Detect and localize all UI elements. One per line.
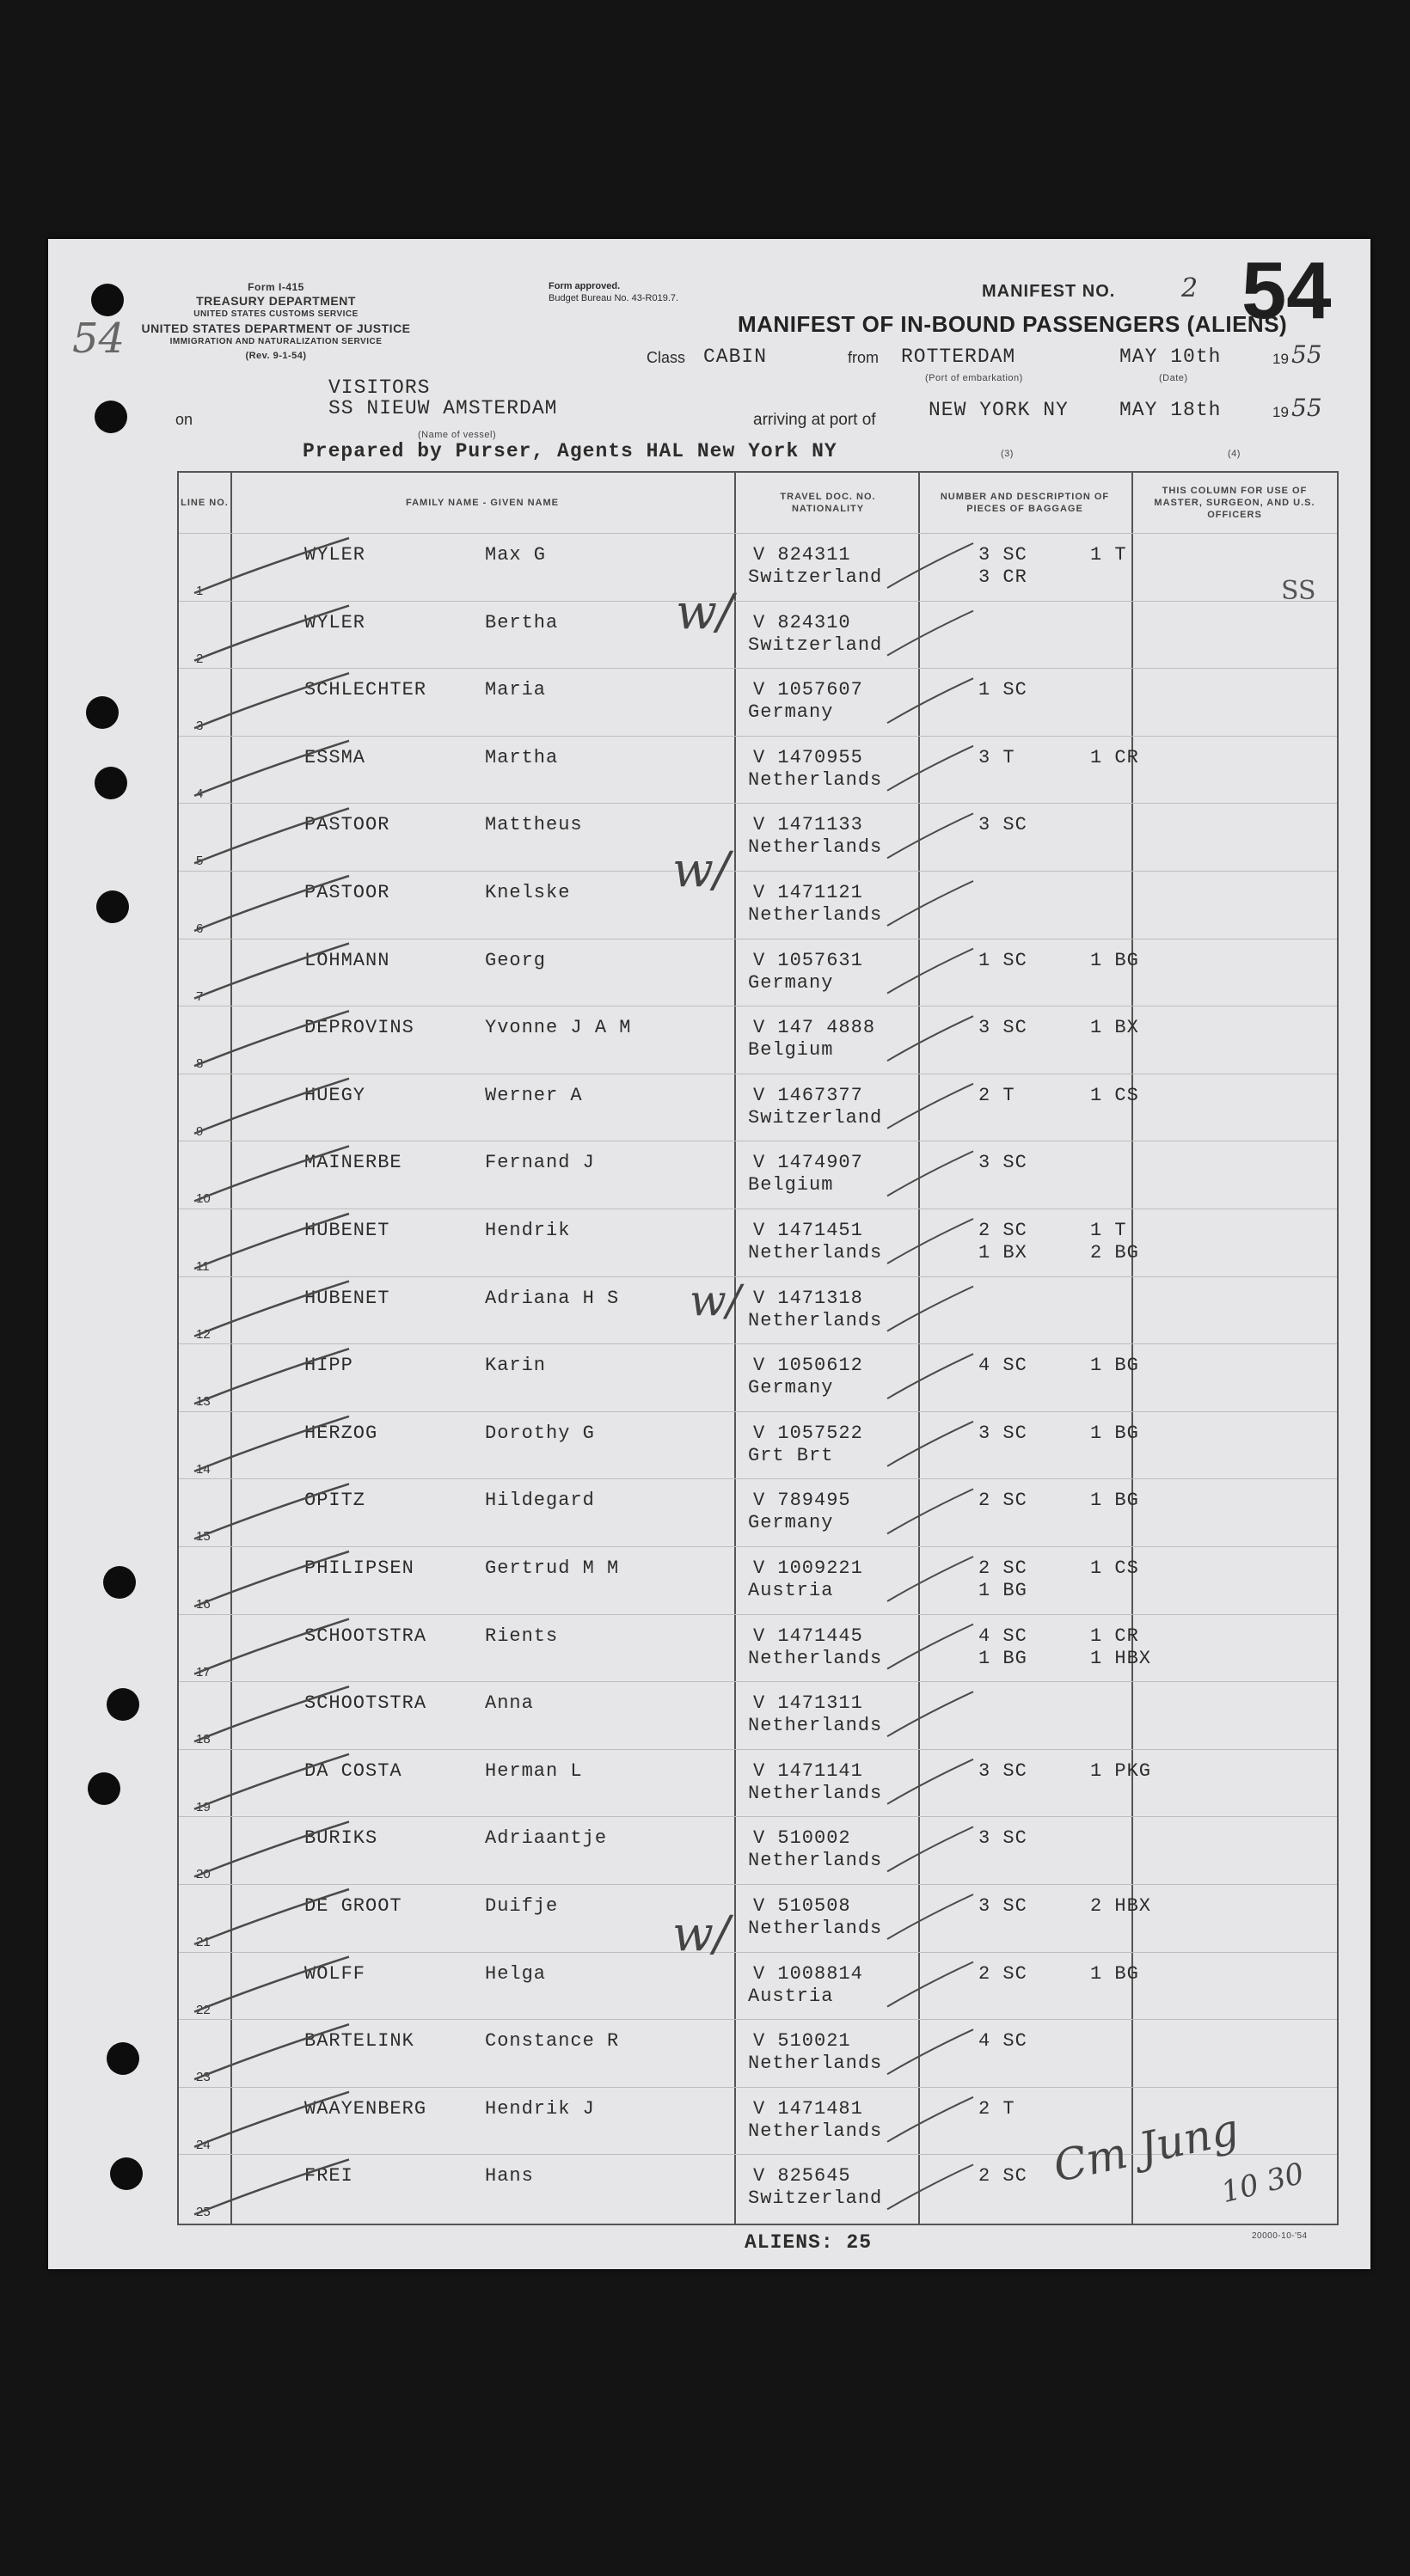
col-header-line: LINE NO. xyxy=(181,498,229,508)
nationality: Switzerland xyxy=(748,566,883,588)
port-embarkation-caption: (Port of embarkation) xyxy=(925,373,1023,383)
handwritten-mark: w/ xyxy=(672,842,730,898)
table-row xyxy=(179,1681,1337,1750)
line-number: 22 xyxy=(196,2002,211,2017)
date-caption: (Date) xyxy=(1159,373,1188,383)
travel-doc-number: V 1008814 xyxy=(753,1962,863,1985)
arrival-date: MAY 18th xyxy=(1119,399,1222,421)
manifest-title: MANIFEST OF IN-BOUND PASSENGERS (ALIENS) xyxy=(738,311,1288,337)
nationality: Germany xyxy=(748,1377,834,1399)
travel-doc-number: V 147 4888 xyxy=(753,1017,876,1039)
table-row xyxy=(179,1006,1337,1074)
line-number: 17 xyxy=(196,1664,211,1680)
year-prefix: 19 xyxy=(1272,351,1289,367)
travel-doc-number: V 824311 xyxy=(753,544,851,566)
line-number: 23 xyxy=(196,2070,211,2085)
line-number: 16 xyxy=(196,1597,211,1612)
nationality: Grt Brt xyxy=(748,1444,834,1466)
nationality: Netherlands xyxy=(748,836,883,859)
baggage-secondary: 1 CS xyxy=(1090,1084,1139,1106)
travel-doc-number: V 1470955 xyxy=(753,746,863,768)
travel-doc-number: V 1474907 xyxy=(753,1152,863,1174)
baggage-primary: 2 SC xyxy=(978,1220,1027,1241)
nationality: Netherlands xyxy=(748,1918,883,1939)
punch-hole xyxy=(95,401,127,433)
table-row xyxy=(179,668,1337,737)
baggage-primary: 3 SC xyxy=(978,1017,1027,1039)
line-number: 25 xyxy=(196,2205,211,2220)
travel-doc-number: V 1471141 xyxy=(753,1759,863,1782)
line-number: 2 xyxy=(196,651,204,666)
line-number: 10 xyxy=(196,1191,211,1207)
table-row xyxy=(179,1411,1337,1480)
baggage-primary: 3 T xyxy=(978,746,1015,768)
family-name: PASTOOR xyxy=(304,882,390,903)
travel-doc-number: V 789495 xyxy=(753,1490,851,1512)
family-name: BARTELINK xyxy=(304,2030,414,2053)
line-number: 24 xyxy=(196,2137,211,2152)
nationality: Austria xyxy=(748,1985,834,2007)
punch-hole xyxy=(88,1772,120,1805)
table-row xyxy=(179,533,1337,602)
table-row xyxy=(179,1276,1337,1345)
family-name: DA COSTA xyxy=(304,1759,402,1782)
embarkation-date: MAY 10th xyxy=(1119,346,1222,368)
class-label: Class xyxy=(647,349,686,366)
manifest-number: 54 xyxy=(1241,245,1332,335)
nationality: Netherlands xyxy=(748,1309,883,1331)
budget-bureau: Budget Bureau No. 43-R019.7. xyxy=(549,293,679,303)
baggage-primary: 1 SC xyxy=(978,679,1027,701)
col-header-baggage: NUMBER AND DESCRIPTION OF PIECES OF BAGGAGE xyxy=(940,492,1110,514)
ins-service: IMMIGRATION AND NATURALIZATION SERVICE xyxy=(169,337,383,346)
table-row xyxy=(179,1343,1337,1412)
travel-doc-number: V 1057607 xyxy=(753,679,863,701)
nationality: Switzerland xyxy=(748,2187,883,2210)
nationality: Netherlands xyxy=(748,2120,883,2142)
given-name: Hendrik xyxy=(485,1220,571,1241)
margin-note: 54 xyxy=(72,315,126,363)
baggage-secondary: 1 CR xyxy=(1090,1625,1139,1647)
travel-doc-number: V 510002 xyxy=(753,1827,851,1850)
given-name: Werner A xyxy=(485,1084,583,1106)
given-name: Adriaantje xyxy=(485,1827,608,1850)
treasury-department: TREASURY DEPARTMENT xyxy=(196,294,356,308)
arriving-label: arriving at port of xyxy=(753,411,876,429)
caption-3: (3) xyxy=(1001,449,1014,459)
given-name: Herman L xyxy=(485,1759,583,1782)
punch-hole xyxy=(110,2157,143,2190)
from-label: from xyxy=(848,349,879,366)
given-name: Hildegard xyxy=(485,1490,595,1512)
baggage-primary: 3 SC xyxy=(978,1422,1027,1444)
family-name: DEPROVINS xyxy=(304,1017,414,1039)
travel-doc-number: V 1471451 xyxy=(753,1220,863,1241)
caption-4: (4) xyxy=(1228,449,1241,459)
nationality: Belgium xyxy=(748,1174,834,1196)
given-name: Rients xyxy=(485,1625,559,1647)
table-row xyxy=(179,1141,1337,1209)
nationality: Belgium xyxy=(748,1039,834,1062)
line-number: 5 xyxy=(196,854,204,869)
line-number: 4 xyxy=(196,786,204,801)
given-name: Anna xyxy=(485,1692,534,1715)
baggage-primary: 3 SC xyxy=(978,544,1027,566)
family-name: HERZOG xyxy=(304,1422,378,1444)
justice-department: UNITED STATES DEPARTMENT OF JUSTICE xyxy=(141,321,411,335)
baggage-primary: 2 T xyxy=(978,2097,1015,2120)
baggage-secondary: 1 CS xyxy=(1090,1557,1139,1579)
family-name: HUEGY xyxy=(304,1084,366,1106)
nationality: Netherlands xyxy=(748,1850,883,1872)
aliens-total: ALIENS: 25 xyxy=(745,2231,873,2254)
given-name: Knelske xyxy=(485,882,571,903)
baggage-primary: 3 SC xyxy=(978,1152,1027,1174)
travel-doc-number: V 1050612 xyxy=(753,1355,863,1377)
family-name: WOLFF xyxy=(304,1962,366,1985)
family-name: SCHLECHTER xyxy=(304,679,427,701)
travel-doc-number: V 1471121 xyxy=(753,882,863,903)
officer-mark: SS xyxy=(1281,576,1316,606)
line-number: 8 xyxy=(196,1056,204,1072)
nationality: Switzerland xyxy=(748,1106,883,1129)
given-name: Hendrik J xyxy=(485,2097,595,2120)
nationality: Germany xyxy=(748,971,834,994)
given-name: Yvonne J A M xyxy=(485,1017,632,1039)
form-number: Form I-415 xyxy=(248,281,304,293)
family-name: PHILIPSEN xyxy=(304,1557,414,1579)
baggage-secondary: 1 T xyxy=(1090,544,1127,566)
table-row xyxy=(179,601,1337,670)
table-row xyxy=(179,803,1337,872)
family-name: OPITZ xyxy=(304,1490,366,1512)
family-name: SCHOOTSTRA xyxy=(304,1625,427,1647)
baggage-secondary: 1 CR xyxy=(1090,746,1139,768)
vessel-caption: (Name of vessel) xyxy=(418,430,497,440)
line-number: 18 xyxy=(196,1732,211,1747)
punch-hole xyxy=(107,2042,139,2075)
given-name: Fernand J xyxy=(485,1152,595,1174)
manifest-no-label: MANIFEST NO. xyxy=(982,282,1116,301)
baggage-primary: 2 SC xyxy=(978,1962,1027,1985)
punch-hole xyxy=(95,767,127,799)
baggage-primary: 3 SC xyxy=(978,1895,1027,1917)
baggage-primary: 3 SC xyxy=(978,814,1027,836)
baggage-primary: 3 SC xyxy=(978,1759,1027,1782)
line-number: 11 xyxy=(196,1259,210,1274)
table-row xyxy=(179,1749,1337,1818)
travel-doc-number: V 1471311 xyxy=(753,1692,863,1715)
family-name: LOHMANN xyxy=(304,949,390,971)
baggage-primary: 1 SC xyxy=(978,949,1027,971)
given-name: Adriana H S xyxy=(485,1287,620,1309)
given-name: Helga xyxy=(485,1962,547,1985)
given-name: Maria xyxy=(485,679,547,701)
travel-doc-number: V 1057631 xyxy=(753,949,863,971)
baggage-secondary: 1 BG xyxy=(1090,1490,1139,1512)
baggage-primary: 3 SC xyxy=(978,1827,1027,1850)
arrival-port: NEW YORK NY xyxy=(929,399,1069,421)
table-row xyxy=(179,1884,1337,1953)
baggage-primary: 2 SC xyxy=(978,2165,1027,2187)
family-name: HIPP xyxy=(304,1355,353,1377)
family-name: PASTOOR xyxy=(304,814,390,836)
line-number: 19 xyxy=(196,1799,211,1814)
nationality: Germany xyxy=(748,701,834,724)
baggage-secondary-extra: 1 HBX xyxy=(1090,1647,1152,1669)
form-approved-block xyxy=(549,280,678,304)
baggage-secondary: 1 BG xyxy=(1090,949,1139,971)
family-name: WAAYENBERG xyxy=(304,2097,427,2120)
print-code: 20000-10-'54 xyxy=(1252,2231,1308,2241)
travel-doc-number: V 1467377 xyxy=(753,1084,863,1106)
given-name: Mattheus xyxy=(485,814,583,836)
table-row xyxy=(179,1546,1337,1615)
punch-hole xyxy=(86,696,119,729)
baggage-secondary: 1 BG xyxy=(1090,1422,1139,1444)
form-header-left xyxy=(134,280,418,363)
baggage-primary: 4 SC xyxy=(978,1355,1027,1377)
port-of-embarkation: ROTTERDAM xyxy=(901,346,1016,368)
nationality: Austria xyxy=(748,1580,834,1601)
line-number: 20 xyxy=(196,1867,211,1882)
given-name: Martha xyxy=(485,746,559,768)
baggage-secondary: 1 BG xyxy=(1090,1962,1139,1985)
family-name: HUBENET xyxy=(304,1220,390,1241)
passenger-table xyxy=(177,471,1339,2225)
given-name: Bertha xyxy=(485,611,559,633)
baggage-primary-extra: 1 BX xyxy=(978,1242,1027,1264)
handwritten-mark: w/ xyxy=(690,1276,741,1325)
family-name: HUBENET xyxy=(304,1287,390,1309)
table-row xyxy=(179,939,1337,1007)
table-row xyxy=(179,1952,1337,2021)
line-number: 3 xyxy=(196,719,204,734)
family-name: BURIKS xyxy=(304,1827,378,1850)
travel-doc-number: V 1471481 xyxy=(753,2097,863,2120)
line-number: 9 xyxy=(196,1123,204,1139)
family-name: SCHOOTSTRA xyxy=(304,1692,427,1715)
officer-signature: Cm Jung xyxy=(1049,2103,1243,2193)
table-row xyxy=(179,1478,1337,1547)
table-row xyxy=(179,2019,1337,2088)
form-approved: Form approved. xyxy=(549,281,621,291)
prepared-by: Prepared by Purser, Agents HAL New York NY xyxy=(303,440,837,462)
given-name: Duifje xyxy=(485,1895,559,1917)
travel-doc-number: V 825645 xyxy=(753,2165,851,2187)
vessel-name: SS NIEUW AMSTERDAM xyxy=(328,397,558,419)
baggage-primary-extra: 3 CR xyxy=(978,566,1027,588)
given-name: Dorothy G xyxy=(485,1422,595,1444)
table-row xyxy=(179,1074,1337,1142)
punch-hole xyxy=(91,284,124,316)
signature-time: 10 30 xyxy=(1217,2156,1308,2211)
baggage-primary: 4 SC xyxy=(978,2030,1027,2053)
line-number: 15 xyxy=(196,1529,211,1545)
customs-service: UNITED STATES CUSTOMS SERVICE xyxy=(193,309,359,319)
baggage-secondary-extra: 2 BG xyxy=(1090,1242,1139,1264)
handwritten-mark: w/ xyxy=(672,1906,730,1962)
col-header-officers: THIS COLUMN FOR USE OF MASTER, SURGEON, AND U.S. OFFICERS xyxy=(1154,486,1315,520)
nationality: Netherlands xyxy=(748,904,883,926)
embarkation-year: 55 xyxy=(1291,340,1322,369)
line-number: 7 xyxy=(196,988,204,1004)
table-row xyxy=(179,736,1337,805)
nationality: Netherlands xyxy=(748,1782,883,1804)
baggage-primary: 4 SC xyxy=(978,1625,1027,1647)
baggage-secondary: 2 HBX xyxy=(1090,1895,1152,1917)
manifest-page xyxy=(48,239,1370,2269)
baggage-primary: 2 SC xyxy=(978,1557,1027,1579)
nationality: Germany xyxy=(748,1512,834,1534)
punch-hole xyxy=(96,890,129,923)
handwritten-mark: w/ xyxy=(676,584,733,640)
line-number: 6 xyxy=(196,921,204,936)
family-name: ESSMA xyxy=(304,746,366,768)
baggage-secondary: 1 BG xyxy=(1090,1355,1139,1377)
baggage-secondary: 1 PKG xyxy=(1090,1759,1152,1782)
table-row xyxy=(179,871,1337,939)
nationality: Netherlands xyxy=(748,2053,883,2075)
col-header-name: FAMILY NAME - GIVEN NAME xyxy=(405,498,560,508)
line-number: 14 xyxy=(196,1461,211,1477)
nationality: Netherlands xyxy=(748,1647,883,1669)
line-number: 13 xyxy=(196,1394,211,1410)
travel-doc-number: V 1009221 xyxy=(753,1557,863,1579)
baggage-secondary: 1 T xyxy=(1090,1220,1127,1241)
table-row xyxy=(179,1208,1337,1277)
family-name: DE GROOT xyxy=(304,1895,402,1917)
travel-doc-number: V 824310 xyxy=(753,611,851,633)
baggage-primary-extra: 1 BG xyxy=(978,1647,1027,1669)
travel-doc-number: V 1471133 xyxy=(753,814,863,836)
travel-doc-number: V 1471318 xyxy=(753,1287,863,1309)
arrival-year: 55 xyxy=(1291,394,1322,422)
table-row xyxy=(179,1614,1337,1683)
punch-hole xyxy=(107,1688,139,1721)
visitors-label: VISITORS xyxy=(328,376,431,399)
given-name: Max G xyxy=(485,544,547,566)
travel-doc-number: V 1471445 xyxy=(753,1625,863,1647)
on-label: on xyxy=(175,411,193,428)
given-name: Gertrud M M xyxy=(485,1557,620,1579)
given-name: Georg xyxy=(485,949,547,971)
manifest-no-small: 2 xyxy=(1181,273,1198,303)
nationality: Netherlands xyxy=(748,1242,883,1264)
family-name: MAINERBE xyxy=(304,1152,402,1174)
table-row xyxy=(179,1816,1337,1885)
nationality: Netherlands xyxy=(748,768,883,791)
line-number: 12 xyxy=(196,1326,211,1342)
family-name: FREI xyxy=(304,2165,353,2187)
punch-hole xyxy=(103,1566,136,1599)
given-name: Constance R xyxy=(485,2030,620,2053)
baggage-primary: 2 T xyxy=(978,1084,1015,1106)
arrival-year-prefix: 19 xyxy=(1272,404,1289,420)
nationality: Switzerland xyxy=(748,633,883,656)
family-name: WYLER xyxy=(304,544,366,566)
given-name: Karin xyxy=(485,1355,547,1377)
class-value: CABIN xyxy=(703,346,768,368)
travel-doc-number: V 1057522 xyxy=(753,1422,863,1444)
nationality: Netherlands xyxy=(748,1715,883,1737)
travel-doc-number: V 510021 xyxy=(753,2030,851,2053)
line-number: 1 xyxy=(196,584,204,598)
baggage-primary-extra: 1 BG xyxy=(978,1580,1027,1601)
revision: (Rev. 9-1-54) xyxy=(245,351,307,361)
line-number: 21 xyxy=(196,1935,211,1949)
given-name: Hans xyxy=(485,2165,534,2187)
col-header-travel: TRAVEL DOC. NO. NATIONALITY xyxy=(780,492,876,514)
family-name: WYLER xyxy=(304,611,366,633)
baggage-secondary: 1 BX xyxy=(1090,1017,1139,1039)
travel-doc-number: V 510508 xyxy=(753,1895,851,1917)
baggage-primary: 2 SC xyxy=(978,1490,1027,1512)
